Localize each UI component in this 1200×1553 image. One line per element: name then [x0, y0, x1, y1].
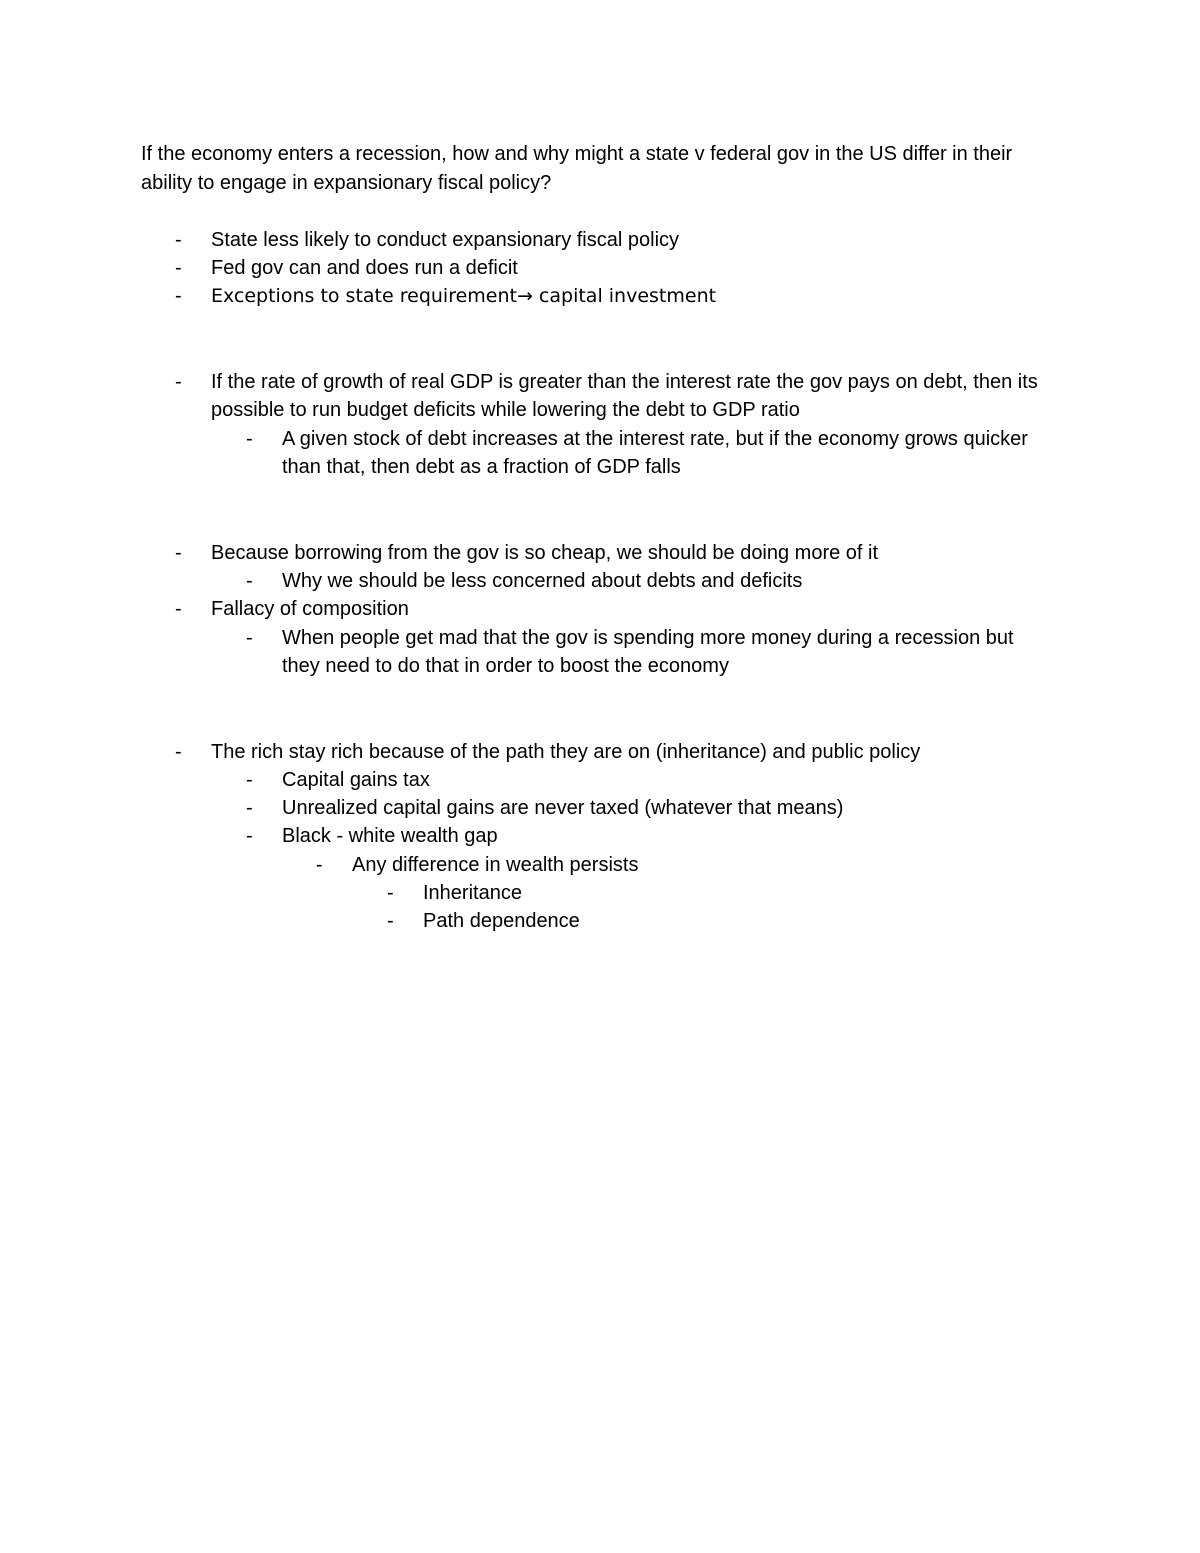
question-text: If the economy enters a recession, how and why might a state v federal gov in the US differ in their ability to engage in expansionary fiscal policy? — [141, 143, 1013, 194]
bullet-text: Exceptions to state requirement→ capital investment — [211, 285, 717, 307]
bullet-dash: - — [175, 741, 182, 763]
bullet-dash: - — [175, 598, 182, 620]
bullet-dash: - — [246, 428, 253, 450]
bullet-text: Fed gov can and does run a deficit — [211, 257, 518, 279]
bullet-text: When people get mad that the gov is spending more money during a recession but they need to do that in order to boost the economy — [282, 627, 1014, 678]
bullet-dash: - — [175, 229, 182, 251]
bullet-text: Black - white wealth gap — [282, 825, 498, 847]
bullet-dash: - — [316, 854, 323, 876]
bullet-dash: - — [246, 769, 253, 791]
bullet-dash: - — [175, 285, 182, 307]
bullet-text: A given stock of debt increases at the interest rate, but if the economy grows quicker than that, then debt as a fraction of GDP falls — [282, 428, 1028, 479]
bullet-dash: - — [175, 371, 182, 393]
bullet-dash: - — [246, 825, 253, 847]
bullet-text: Any difference in wealth persists — [352, 854, 639, 876]
bullet-dash: - — [175, 257, 182, 279]
bullet-text: Unrealized capital gains are never taxed (whatever that means) — [282, 797, 844, 819]
bullet-dash: - — [246, 570, 253, 592]
bullet-dash: - — [246, 797, 253, 819]
bullet-dash: - — [175, 542, 182, 564]
bullet-dash: - — [387, 882, 394, 904]
bullet-text: Fallacy of composition — [211, 598, 409, 620]
bullet-text: Capital gains tax — [282, 769, 430, 791]
bullet-text: The rich stay rich because of the path they are on (inheritance) and public policy — [211, 741, 921, 763]
bullet-text: If the rate of growth of real GDP is greater than the interest rate the gov pays on debt, then its possible to run budget deficits while lowering the debt to GDP ratio — [211, 371, 1038, 422]
bullet-text: Why we should be less concerned about debts and deficits — [282, 570, 803, 592]
bullet-dash: - — [387, 910, 394, 932]
bullet-text: Because borrowing from the gov is so cheap, we should be doing more of it — [211, 542, 879, 564]
bullet-dash: - — [246, 627, 253, 649]
bullet-text: Path dependence — [423, 910, 580, 932]
bullet-text: Inheritance — [423, 882, 522, 904]
bullet-text: State less likely to conduct expansionary fiscal policy — [211, 229, 680, 251]
